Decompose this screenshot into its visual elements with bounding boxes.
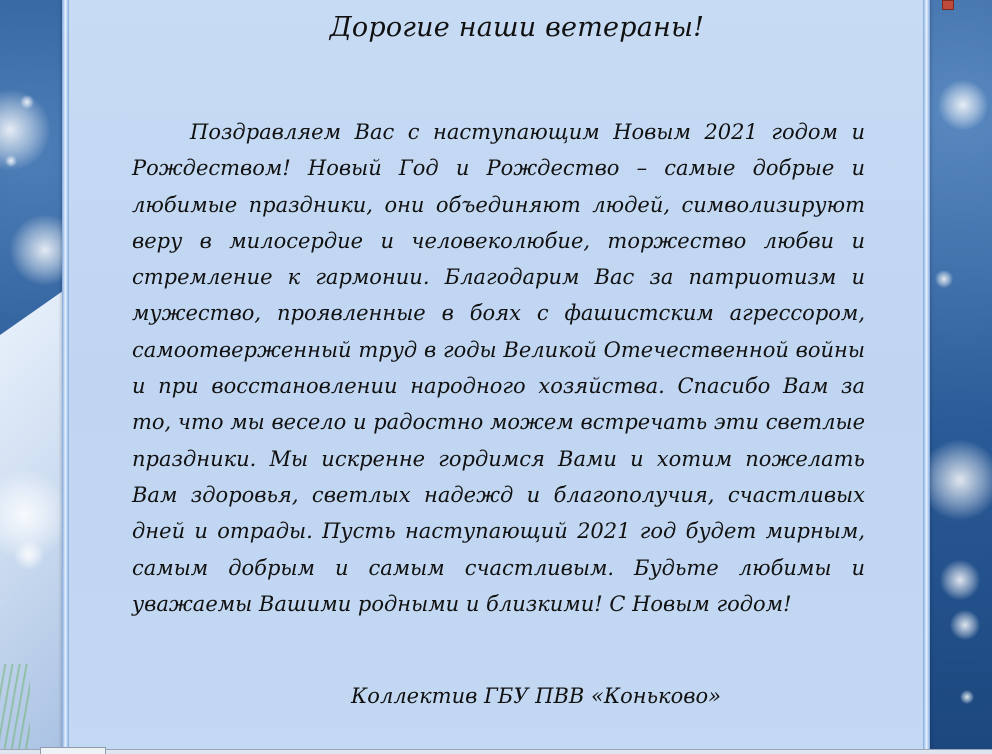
bokeh-light xyxy=(935,270,953,288)
bokeh-light xyxy=(960,690,974,704)
bottom-scrollbar[interactable] xyxy=(0,749,992,754)
letter-title: Дорогие наши ветераны! xyxy=(329,12,705,43)
bokeh-light xyxy=(930,440,992,520)
corner-marker xyxy=(942,0,954,10)
bokeh-light xyxy=(14,540,44,570)
frame-border-left xyxy=(62,0,69,754)
sheet-tab[interactable] xyxy=(40,747,106,754)
frame-border-right xyxy=(923,0,930,754)
winter-background-left xyxy=(0,0,70,754)
winter-background-right xyxy=(930,0,992,754)
letter-signature: Коллектив ГБУ ПВВ «Коньково» xyxy=(351,684,721,708)
bokeh-light xyxy=(20,95,34,109)
grass-decoration xyxy=(0,664,30,754)
letter-body: Поздравляем Вас с наступающим Новым 2021 годом и Рождеством! Новый Год и Рождество – самые добрые и любимые праздники, они объединяют людей, символизируют веру в милосердие и человеколюбие, торжество любви и стремление к гармонии. Благодарим Вас за патриотизм и мужество, проявленные в боях с фашистским агрессором, самоотверженный труд в годы Великой Отечественной войны и при восстановлении народного хозяйства. Спасибо Вам за то, что мы весело и радостно можем встречать эти светлые праздники. Мы искренне гордимся Вами и хотим пожелать Вам здоровья, светлых надежд и благополучия, счастливых дней и отрады. Пусть наступающий 2021 год будет мирным, самым добрым и самым счастливым. Будьте любимы и уважаемы Вашими родными и близкими! С Новым годом! xyxy=(132,120,865,616)
bokeh-light xyxy=(950,610,980,640)
bokeh-light xyxy=(940,560,980,600)
bokeh-light xyxy=(5,155,17,167)
bokeh-light xyxy=(10,215,70,285)
bokeh-light xyxy=(938,80,988,130)
